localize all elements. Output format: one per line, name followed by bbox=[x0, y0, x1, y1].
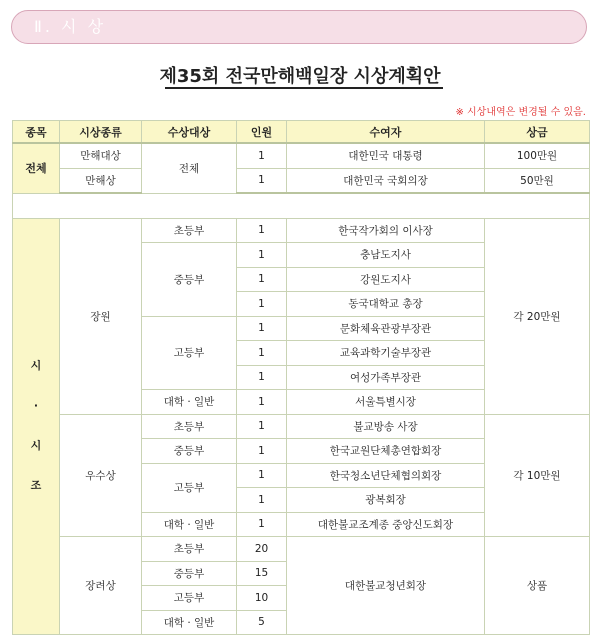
header-target: 수상대상 bbox=[142, 121, 237, 144]
header-category: 종목 bbox=[13, 121, 60, 144]
category-poetry-char: 시 bbox=[30, 439, 42, 453]
presenter: 한국청소년단체협의회장 bbox=[287, 463, 485, 488]
presenter: 여성가족부장관 bbox=[287, 365, 485, 390]
award-type-jangwon: 장원 bbox=[60, 218, 142, 414]
count: 1 bbox=[237, 463, 287, 488]
presenter: 서울특별시장 bbox=[287, 390, 485, 415]
count: 20 bbox=[237, 537, 287, 562]
count: 15 bbox=[237, 561, 287, 586]
target: 대학 · 일반 bbox=[142, 512, 237, 537]
table-row bbox=[13, 537, 590, 562]
header-prize: 상금 bbox=[485, 121, 590, 144]
presenter: 불교방송 사장 bbox=[287, 414, 485, 439]
document-title: 제35회 전국만해백일장 시상계획안 bbox=[159, 66, 441, 87]
table-header-row bbox=[13, 121, 590, 144]
section-title: Ⅱ. 시 상 bbox=[34, 17, 107, 36]
target: 초등부 bbox=[142, 414, 237, 439]
count: 1 bbox=[237, 218, 287, 243]
change-notice: ※ 시상내역은 변경될 수 있음. bbox=[455, 107, 586, 118]
count: 1 bbox=[237, 512, 287, 537]
presenter: 동국대학교 총장 bbox=[287, 292, 485, 317]
header-award-type: 시상종류 bbox=[60, 121, 142, 144]
prize-usu: 각 10만원 bbox=[485, 414, 590, 537]
table-row bbox=[13, 168, 590, 193]
count: 1 bbox=[237, 341, 287, 366]
table-row bbox=[13, 218, 590, 243]
award-type: 만해대상 bbox=[60, 143, 142, 168]
prize: 50만원 bbox=[485, 168, 590, 193]
spacer-row bbox=[13, 193, 590, 218]
count: 5 bbox=[237, 610, 287, 635]
presenter: 문화체육관광부장관 bbox=[287, 316, 485, 341]
target: 중등부 bbox=[142, 243, 237, 317]
category-poetry-char: 시 bbox=[30, 359, 42, 373]
prize-jangwon: 각 20만원 bbox=[485, 218, 590, 414]
header-count: 인원 bbox=[237, 121, 287, 144]
section-header bbox=[11, 10, 587, 44]
title-underline bbox=[165, 87, 443, 89]
header-presenter: 수여자 bbox=[287, 121, 485, 144]
presenter: 대한민국 대통령 bbox=[287, 143, 485, 168]
table-row bbox=[13, 414, 590, 439]
presenter: 충남도지사 bbox=[287, 243, 485, 268]
prize-jangryeo: 상품 bbox=[485, 537, 590, 635]
presenter: 대한불교조계종 중앙신도회장 bbox=[287, 512, 485, 537]
award-plan-table bbox=[12, 120, 590, 635]
category-poetry-char: 조 bbox=[30, 479, 42, 493]
target: 전체 bbox=[142, 143, 237, 193]
presenter: 대한민국 국회의장 bbox=[287, 168, 485, 193]
target: 대학 · 일반 bbox=[142, 610, 237, 635]
count: 10 bbox=[237, 586, 287, 611]
count: 1 bbox=[237, 292, 287, 317]
presenter: 한국교원단체총연합회장 bbox=[287, 439, 485, 464]
target: 고등부 bbox=[142, 316, 237, 390]
target: 중등부 bbox=[142, 561, 237, 586]
count: 1 bbox=[237, 267, 287, 292]
count: 1 bbox=[237, 439, 287, 464]
award-type: 만해상 bbox=[60, 168, 142, 193]
presenter: 교육과학기술부장관 bbox=[287, 341, 485, 366]
count: 1 bbox=[237, 414, 287, 439]
award-type-usu: 우수상 bbox=[60, 414, 142, 537]
category-poetry-char: · bbox=[33, 399, 39, 413]
prize: 100만원 bbox=[485, 143, 590, 168]
target: 고등부 bbox=[142, 463, 237, 512]
target: 중등부 bbox=[142, 439, 237, 464]
target: 초등부 bbox=[142, 537, 237, 562]
table-row bbox=[13, 143, 590, 168]
count: 1 bbox=[237, 390, 287, 415]
target: 대학 · 일반 bbox=[142, 390, 237, 415]
target: 초등부 bbox=[142, 218, 237, 243]
presenter: 한국작가회의 이사장 bbox=[287, 218, 485, 243]
target: 고등부 bbox=[142, 586, 237, 611]
presenter: 강원도지사 bbox=[287, 267, 485, 292]
presenter: 광복회장 bbox=[287, 488, 485, 513]
count: 1 bbox=[237, 316, 287, 341]
category-overall: 전체 bbox=[13, 143, 60, 193]
presenter-jangryeo: 대한불교청년회장 bbox=[287, 537, 485, 635]
count: 1 bbox=[237, 243, 287, 268]
count: 1 bbox=[237, 365, 287, 390]
category-poetry bbox=[13, 218, 60, 635]
count: 1 bbox=[237, 168, 287, 193]
award-type-jangryeo: 장려상 bbox=[60, 537, 142, 635]
count: 1 bbox=[237, 143, 287, 168]
count: 1 bbox=[237, 488, 287, 513]
